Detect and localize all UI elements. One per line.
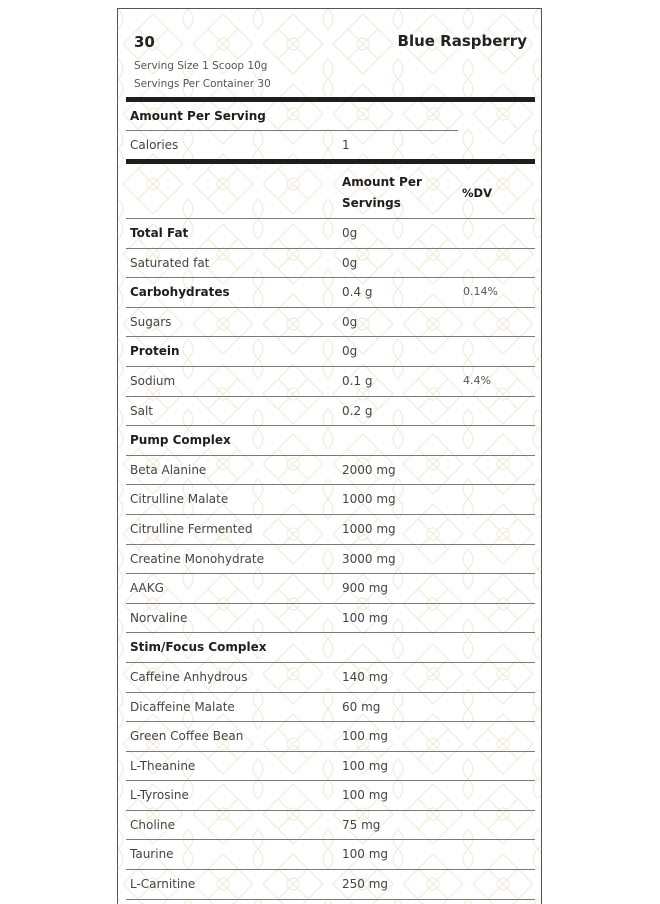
table-row (126, 633, 535, 663)
calories-label: Calories (130, 138, 179, 152)
table-row (126, 456, 535, 486)
nutrient-name: Pump Complex (130, 433, 231, 448)
column-header-amount-line2: Servings (342, 196, 401, 210)
nutrient-dv: 4.4% (463, 373, 491, 387)
nutrient-name: Choline (130, 817, 175, 832)
table-row (126, 870, 535, 900)
table-row (126, 663, 535, 693)
nutrient-name: AAKG (130, 581, 164, 596)
nutrient-amount: 100 mg (342, 729, 389, 744)
nutrient-amount: 0g (342, 226, 358, 240)
nutrient-name: Green Coffee Bean (130, 729, 244, 744)
nutrient-amount: 250 mg (342, 877, 389, 892)
table-row (126, 426, 535, 456)
table-row (126, 278, 535, 308)
table-row (126, 337, 535, 367)
nutrient-amount: 140 mg (342, 669, 389, 684)
nutrient-name: Stim/Focus Complex (130, 640, 267, 655)
calories-value: 1 (342, 138, 350, 152)
nutrient-name: Citrulline Malate (130, 492, 229, 507)
nutrient-amount: 1000 mg (342, 521, 396, 536)
nutrient-name: Beta Alanine (130, 462, 207, 477)
table-row (126, 574, 535, 604)
nutrient-name: Dicaffeine Malate (130, 699, 235, 714)
nutrient-name: L-Carnitine (130, 877, 196, 892)
thick-divider-top (126, 97, 535, 102)
nutrient-amount: 100 mg (342, 788, 389, 803)
amount-per-serving-heading: Amount Per Serving (130, 109, 266, 123)
nutrient-name: Sodium (130, 373, 176, 388)
table-row (126, 752, 535, 782)
nutrient-amount: 60 mg (342, 699, 381, 714)
nutrient-name: Salt (130, 403, 154, 418)
nutrient-name: Citrulline Fermented (130, 521, 253, 536)
nutrient-amount: 900 mg (342, 581, 389, 596)
nutrient-name: Taurine (130, 847, 174, 862)
column-header-amount (342, 172, 422, 214)
thick-divider-bottom (126, 159, 535, 164)
nutrient-name: Total Fat (130, 226, 189, 240)
flavor-name: Blue Raspberry (397, 32, 527, 50)
nutrient-name: Saturated fat (130, 255, 210, 270)
nutrient-name: Caffeine Anhydrous (130, 669, 248, 684)
nutrient-amount: 0.4 g (342, 285, 373, 300)
table-row (126, 308, 535, 338)
nutrient-amount: 0g (342, 255, 358, 270)
nutrient-table (126, 219, 535, 900)
nutrient-amount: 100 mg (342, 758, 389, 773)
table-row (126, 397, 535, 427)
nutrient-name: Norvaline (130, 610, 188, 625)
table-row (126, 485, 535, 515)
nutrient-name: Carbohydrates (130, 285, 230, 300)
nutrient-amount: 100 mg (342, 847, 389, 862)
serving-size: Serving Size 1 Scoop 10g (134, 60, 268, 72)
column-header-dv: %DV (462, 186, 492, 200)
table-row (126, 604, 535, 634)
table-row (126, 840, 535, 870)
table-row (126, 811, 535, 841)
nutrient-amount: 1000 mg (342, 492, 396, 507)
nutrient-amount: 2000 mg (342, 462, 396, 477)
table-row (126, 249, 535, 279)
nutrient-amount: 3000 mg (342, 551, 396, 566)
nutrient-amount: 0.2 g (342, 403, 373, 418)
nutrient-amount: 100 mg (342, 610, 389, 625)
nutrition-panel (117, 8, 542, 904)
nutrient-name: Sugars (130, 314, 172, 329)
nutrient-name: Protein (130, 344, 180, 359)
nutrient-amount: 0.1 g (342, 373, 373, 388)
table-row (126, 545, 535, 575)
divider-line (126, 130, 458, 131)
table-row (126, 722, 535, 752)
table-row (126, 515, 535, 545)
nutrient-amount: 0g (342, 314, 358, 329)
servings-per-container: Servings Per Container 30 (134, 78, 271, 90)
table-row (126, 367, 535, 397)
table-row (126, 781, 535, 811)
column-header-amount-line1: Amount Per (342, 175, 422, 189)
table-row (126, 693, 535, 723)
nutrient-amount: 0g (342, 344, 358, 359)
nutrient-name: L-Tyrosine (130, 788, 189, 803)
nutrient-dv: 0.14% (463, 285, 498, 299)
table-row (126, 219, 535, 249)
nutrient-name: L-Theanine (130, 758, 196, 773)
servings-count: 30 (134, 33, 155, 51)
label-content (118, 9, 541, 904)
nutrient-name: Creatine Monohydrate (130, 551, 264, 566)
nutrient-amount: 75 mg (342, 817, 381, 832)
